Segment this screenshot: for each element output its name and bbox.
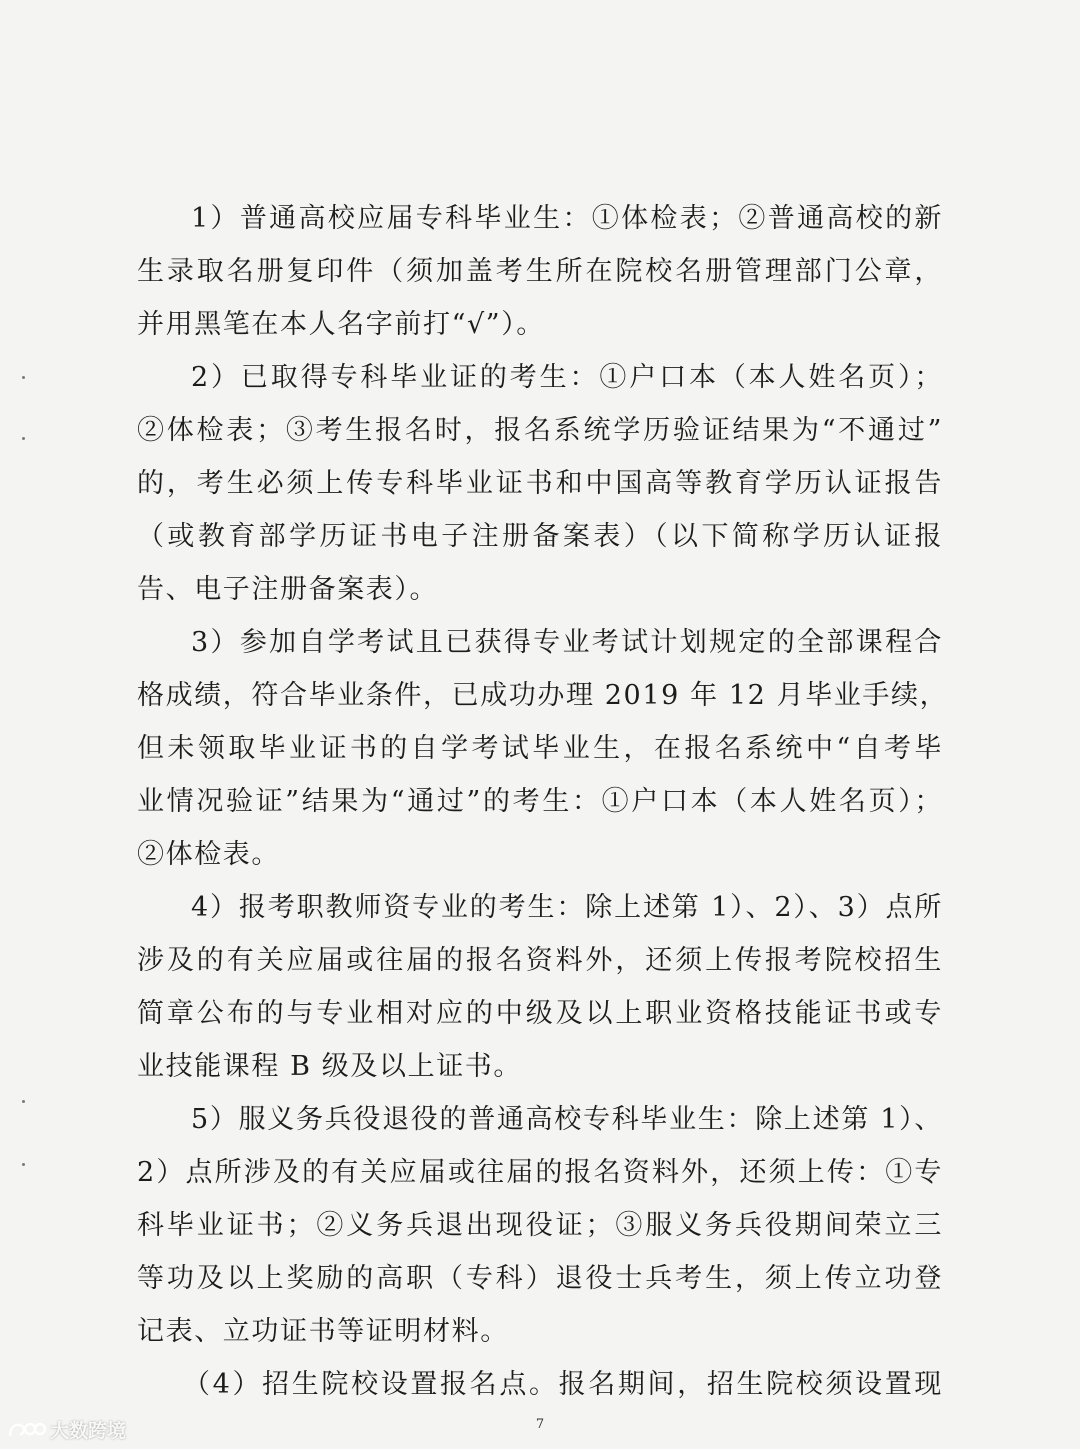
paragraph-4-line-1: 4）报考职教师资专业的考生：除上述第 1）、2）、3）点所 (191, 892, 943, 923)
paragraph-1-line-2: 生录取名册复印件（须加盖考生所在院校名册管理部门公章， (137, 256, 943, 287)
paragraph-5-line-1: 5）服义务兵役退役的普通高校专科毕业生：除上述第 1）、 (191, 1104, 943, 1135)
paragraph-3-line-2: 格成绩，符合毕业条件，已成功办理 2019 年 12 月毕业手续， (137, 680, 949, 711)
document-body (137, 192, 949, 1411)
paragraph-2-line-3: 的，考生必须上传专科毕业证书和中国高等教育学历认证报告 (137, 468, 943, 499)
paragraph-2-line-4: （或教育部学历证书电子注册备案表）（以下简称学历认证报 (137, 521, 943, 552)
margin-dot (22, 437, 25, 440)
margin-dot (22, 1100, 25, 1103)
brand-logo-icon (6, 1418, 46, 1440)
paragraph-4-line-4: 业技能课程 B 级及以上证书。 (137, 1051, 523, 1082)
paragraph-4-line-2: 涉及的有关应届或往届的报名资料外，还须上传报考院校招生 (137, 945, 943, 976)
paragraph-4-line-3: 简章公布的与专业相对应的中级及以上职业资格技能证书或专 (137, 998, 943, 1029)
margin-dot (22, 376, 25, 379)
paragraph-1-line-1: 1）普通高校应届专科毕业生：①体检表；②普通高校的新 (191, 203, 943, 234)
watermark (6, 1414, 126, 1444)
paragraph-3-line-5: ②体检表。 (137, 839, 280, 870)
margin-dot (22, 1163, 25, 1166)
paragraph-3-line-1: 3）参加自学考试且已获得专业考试计划规定的全部课程合 (191, 627, 943, 658)
section-4-heading-line: （4）招生院校设置报名点。报名期间，招生院校须设置现 (183, 1369, 943, 1400)
watermark-text: 大数跨境 (50, 1419, 127, 1442)
paragraph-2-line-1: 2）已取得专科毕业证的考生：①户口本（本人姓名页）； (191, 362, 943, 393)
paragraph-5-line-5: 记表、立功证书等证明材料。 (137, 1316, 509, 1347)
paragraph-2-line-5: 告、电子注册备案表）。 (137, 574, 439, 605)
page-number: 7 (535, 1417, 545, 1432)
paragraph-1-line-3: 并用黑笔在本人名字前打“√”）。 (137, 309, 545, 340)
paragraph-5-line-2: 2）点所涉及的有关应届或往届的报名资料外，还须上传：①专 (137, 1157, 943, 1188)
paragraph-5-line-4: 等功及以上奖励的高职（专科）退役士兵考生，须上传立功登 (137, 1263, 943, 1294)
paragraph-3-line-3: 但未领取毕业证书的自学考试毕业生，在报名系统中“自考毕 (137, 733, 943, 764)
paragraph-5-line-3: 科毕业证书；②义务兵退出现役证；③服义务兵役期间荣立三 (137, 1210, 943, 1241)
paragraph-3-line-4: 业情况验证”结果为“通过”的考生：①户口本（本人姓名页）； (137, 786, 943, 817)
paragraph-2-line-2: ②体检表；③考生报名时，报名系统学历验证结果为“不通过” (137, 415, 943, 446)
